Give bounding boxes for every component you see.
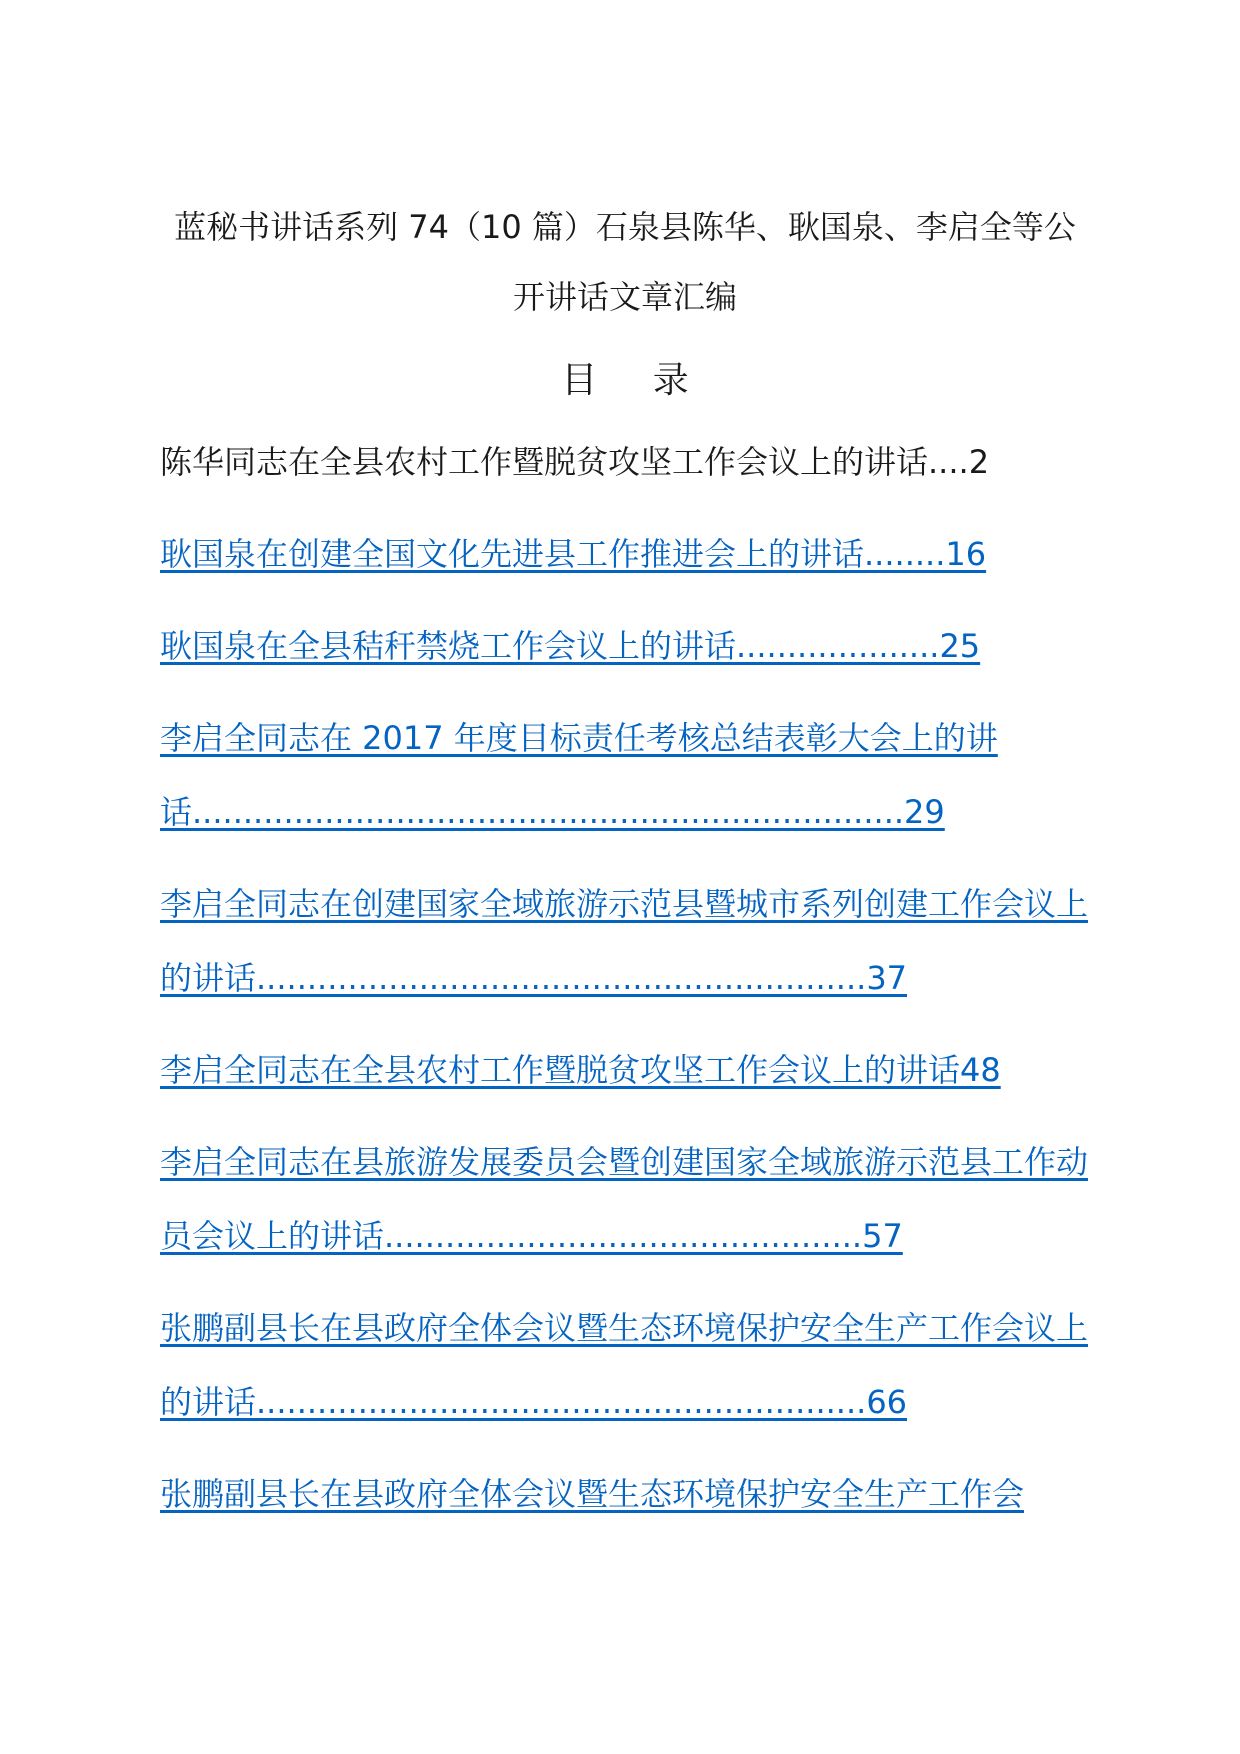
toc-entry-8 — [160, 1291, 1100, 1439]
toc-entry-3 — [160, 609, 1100, 683]
toc-link-5[interactable]: 李启全同志在创建国家全域旅游示范县暨城市系列创建工作会议上的讲话............................................................37 — [160, 885, 1089, 997]
toc-link-2[interactable]: 耿国泉在创建全国文化先进县工作推进会上的讲话........16 — [160, 535, 987, 573]
toc-entry-1 — [160, 425, 1100, 499]
toc-entry-4 — [160, 701, 1100, 849]
toc-link-6[interactable]: 李启全同志在全县农村工作暨脱贫攻坚工作会议上的讲话48 — [160, 1051, 1001, 1089]
toc-link-1[interactable]: 陈华同志在全县农村工作暨脱贫攻坚工作会议上的讲话....2 — [160, 443, 990, 481]
toc-entry-9 — [160, 1457, 1100, 1531]
toc-heading: 目 录 — [561, 360, 711, 401]
table-of-contents — [160, 425, 1100, 1549]
toc-link-3[interactable]: 耿国泉在全县秸秆禁烧工作会议上的讲话....................25 — [160, 627, 981, 665]
toc-entry-7 — [160, 1125, 1100, 1273]
toc-link-7[interactable]: 李启全同志在县旅游发展委员会暨创建国家全域旅游示范县工作动员会议上的讲话...............................................57 — [160, 1143, 1089, 1255]
toc-link-9[interactable]: 张鹏副县长在县政府全体会议暨生态环境保护安全生产工作会 — [160, 1475, 1025, 1513]
toc-entry-2 — [160, 517, 1100, 591]
toc-link-4[interactable]: 李启全同志在 2017 年度目标责任考核总结表彰大会上的讲话......................................................................29 — [160, 719, 998, 831]
toc-entry-6 — [160, 1033, 1100, 1107]
toc-entry-5 — [160, 867, 1100, 1015]
document-title: 蓝秘书讲话系列 74（10 篇）石泉县陈华、耿国泉、李启全等公开讲话文章汇编 — [174, 208, 1076, 316]
toc-link-8[interactable]: 张鹏副县长在县政府全体会议暨生态环境保护安全生产工作会议上的讲话............................................................66 — [160, 1309, 1089, 1421]
